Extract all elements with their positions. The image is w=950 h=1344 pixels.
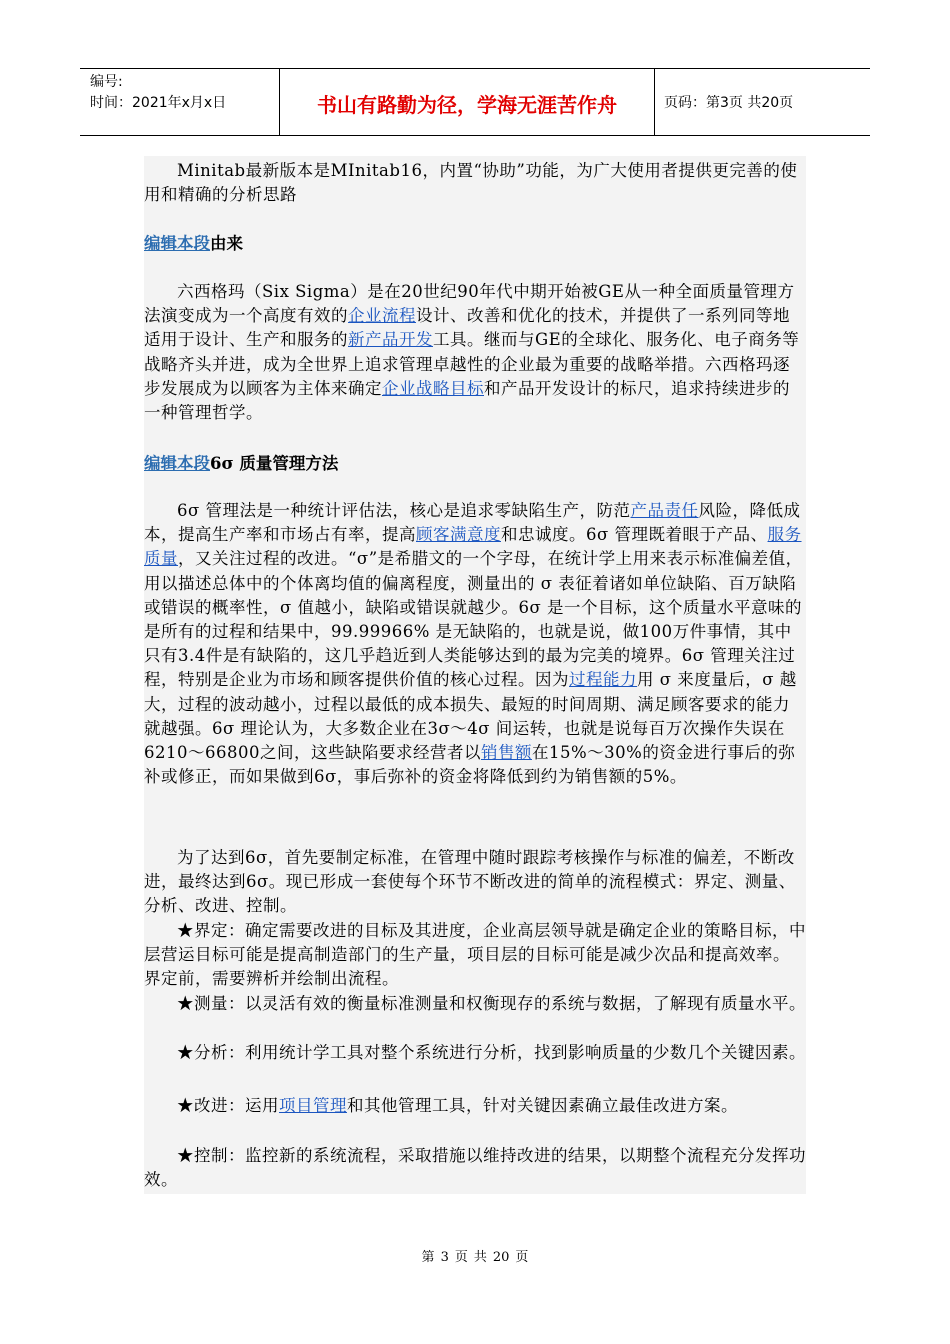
page-number: 3 bbox=[440, 1250, 449, 1265]
intro-paragraph: Minitab最新版本是MInitab16，内置“协助”功能，为广大使用者提供更完善的使用和精确的分析思路 bbox=[144, 161, 798, 205]
link-strategy-goal[interactable]: 企业战略目标 bbox=[382, 378, 484, 398]
document-body bbox=[144, 156, 806, 1194]
origin-paragraph: 六西格玛（Six Sigma）是在20世纪90年代中期开始被GE从一种全面质量管理方法演变成为一个高度有效的企业流程设计、改善和优化的技术，并提供了一系列同等地适用于设计、生产和服务的新产品开发工具。继而与GE的全球化、服务化、电子商务等战略齐头并进，成为全世界上追求管理卓越性的企业最为重要的战略举措。六西格玛逐步发展成为以顾客为主体来确定企业战略目标和产品开发设计的标尺，追求持续进步的一种管理哲学。 bbox=[144, 282, 800, 423]
link-customer-satisfaction[interactable]: 顾客满意度 bbox=[416, 525, 501, 545]
header-meta bbox=[80, 69, 280, 135]
total-pages: 20 bbox=[492, 1250, 510, 1265]
link-project-management[interactable]: 项目管理 bbox=[279, 1096, 347, 1115]
link-sales[interactable]: 销售额 bbox=[480, 743, 532, 763]
page-info: 页码：第3页 共20页 bbox=[664, 95, 794, 111]
analyze-paragraph: ★分析：利用统计学工具对整个系统进行分析，找到影响质量的少数几个关键因素。 bbox=[177, 1043, 806, 1062]
section-heading-6sigma bbox=[144, 452, 338, 476]
link-product-liability[interactable]: 产品责任 bbox=[630, 501, 699, 520]
heading-text: 6σ 质量管理方法 bbox=[210, 454, 339, 473]
measure-paragraph: ★测量：以灵活有效的衡量标准测量和权衡现存的系统与数据，了解现有质量水平。 bbox=[177, 994, 806, 1013]
link-process-capability[interactable]: 过程能力 bbox=[569, 670, 637, 690]
page-header bbox=[80, 68, 870, 136]
link-new-product-dev[interactable]: 新产品开发 bbox=[348, 330, 433, 350]
page-footer: 第 3 页 共 20 页 bbox=[421, 1250, 529, 1265]
heading-text: 由来 bbox=[210, 234, 243, 253]
define-paragraph: ★界定：确定需要改进的目标及其进度，企业高层领导就是确定企业的策略目标，中层营运目标可能是提高制造部门的生产量，项目层的目标可能是减少次品和提高效率。 界定前，需要辨析并绘制出流程。 bbox=[144, 921, 806, 989]
improve-paragraph: ★改进：运用项目管理和其他管理工具，针对关键因素确立最佳改进方案。 bbox=[177, 1096, 738, 1115]
section-heading-origin bbox=[144, 232, 243, 256]
motto: 书山有路勤为径，学海无涯苦作舟 bbox=[280, 69, 655, 135]
control-paragraph: ★控制：监控新的系统流程，采取措施以维持改进的结果，以期整个流程充分发挥功效。 bbox=[144, 1146, 806, 1190]
process-paragraph: 为了达到6σ，首先要制定标准，在管理中随时跟踪考核操作与标准的偏差，不断改进，最终达到6σ。现已形成一套使每个环节不断改进的简单的流程模式：界定、测量、分析、改进、控制。 bbox=[144, 848, 796, 916]
time-label: 时间：2021年x月x日 bbox=[90, 95, 227, 111]
number-label: 编号: bbox=[90, 74, 123, 90]
edit-section-link[interactable]: 编辑本段 bbox=[144, 234, 210, 253]
link-enterprise-process[interactable]: 企业流程 bbox=[348, 306, 416, 326]
sigma-paragraph: 6σ 管理法是一种统计评估法，核心是追求零缺陷生产，防范产品责任风险，降低成本，提高生产率和市场占有率，提高顾客满意度和忠诚度。6σ 管理既着眼于产品、服务质量，又关注过程的改进。“σ”是希腊文的一个字母，在统计学上用来表示标准偏差值，用以描述总体中的个体离均值的偏离程度，测量出的 σ 表征着诸如单位缺陷、百万缺陷或错误的概率性，σ 值越小，缺陷或错误就越少。6σ 是一个目标，这个质量水平意味的是所有的过程和结果中，99.99966% 是无缺陷的，也就是说，做100万件事情，其中只有3.4件是有缺陷的，这几乎趋近到人类能够达到的最为完美的境界。6σ 管理关注过程，特别是企业为市场和顾客提供价值的核心过程。因为过程能力用 σ 来度量后，σ 越大，过程的波动越小，过程以最低的成本损失、最短的时间周期、满足顾客要求的能力就越强。6σ 理论认为，大多数企业在3σ～4σ 间运转，也就是说每百万次操作失误在6210～66800之间，这些缺陷要求经营者以销售额在15%～30%的资金进行事后的弥补或修正，而如果做到6σ，事后弥补的资金将降低到约为销售额的5%。 bbox=[144, 501, 803, 787]
edit-section-link[interactable]: 编辑本段 bbox=[144, 454, 210, 473]
link-service-quality[interactable]: 服务质量 bbox=[144, 525, 802, 569]
